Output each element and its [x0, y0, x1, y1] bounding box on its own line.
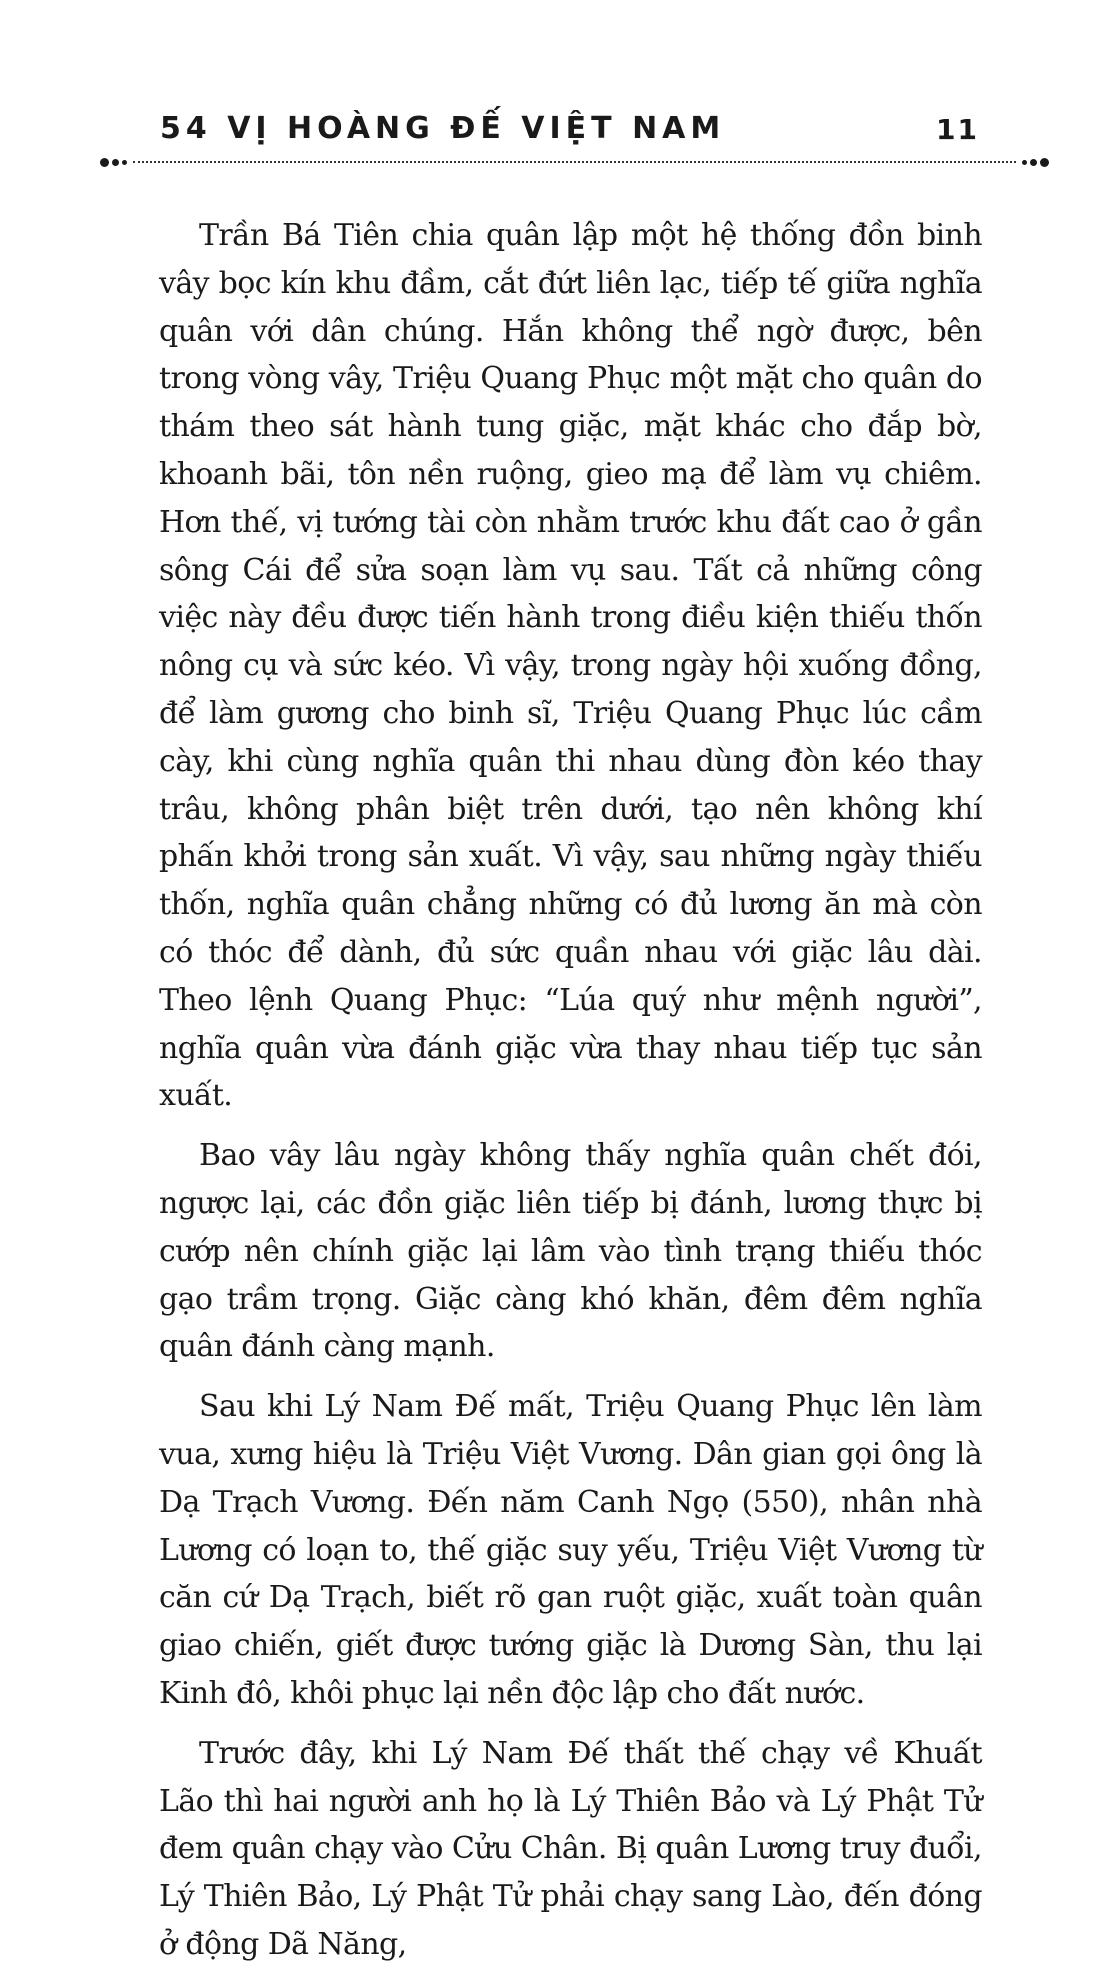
paragraph: Trước đây, khi Lý Nam Đế thất thế chạy về Khuất Lão thì hai người anh họ là Lý Thiên Bảo và Lý Phật Tử đem quân chạy vào Cửu Chân. Bị quân Lương truy đuổi, Lý Thiên Bảo, Lý Phật Tử phải chạy sang Lào, đến đóng ở động Dã Năng,: [159, 1735, 982, 1962]
paragraph: Trần Bá Tiên chia quân lập một hệ thống đồn binh vây bọc kín khu đầm, cắt đứt liên lạc, tiếp tế giữa nghĩa quân với dân chúng. Hắn không thể ngờ được, bên trong vòng vây, Triệu Quang Phục một mặt cho quân do thám theo sát hành tung giặc, mặt khác cho đắp bờ, khoanh bãi, tôn nền ruộng, gieo mạ để làm vụ chiêm. Hơn thế, vị tướng tài còn nhằm trước khu đất cao ở gần sông Cái để sửa soạn làm vụ sau. Tất cả những công việc này đều được tiến hành trong điều kiện thiếu thốn nông cụ và sức kéo. Vì vậy, trong ngày hội xuống đồng, để làm gương cho binh sĩ, Triệu Quang Phục lúc cầm cày, khi cùng nghĩa quân thi nhau dùng đòn kéo thay trâu, không phân biệt trên dưới, tạo nên không khí phấn khởi trong sản xuất. Vì vậy, sau những ngày thiếu thốn, nghĩa quân chẳng những có đủ lương ăn mà còn có thóc để dành, đủ sức quần nhau với giặc lâu dài. Theo lệnh Quang Phục: “Lúa quý như mệnh người”, nghĩa quân vừa đánh giặc vừa thay nhau tiếp tục sản xuất.: [159, 218, 982, 1114]
body-text: [159, 212, 982, 1981]
page-number: 11: [936, 113, 979, 146]
running-header: [160, 100, 979, 146]
rule-right-ornament: [1022, 158, 1049, 167]
paragraph: Sau khi Lý Nam Đế mất, Triệu Quang Phục lên làm vua, xưng hiệu là Triệu Việt Vương. Dân gian gọi ông là Dạ Trạch Vương. Đến năm Canh Ngọ (550), nhân nhà Lương có loạn to, thế giặc suy yếu, Triệu Việt Vương từ căn cứ Dạ Trạch, biết rõ gan ruột giặc, xuất toàn quân giao chiến, giết được tướng giặc là Dương Sàn, thu lại Kinh đô, khôi phục lại nền độc lập cho đất nước.: [159, 1389, 982, 1711]
rule-line: [133, 161, 1016, 163]
book-title: 54 VỊ HOÀNG ĐẾ VIỆT NAM: [160, 111, 726, 146]
paragraph: Bao vây lâu ngày không thấy nghĩa quân chết đói, ngược lại, các đồn giặc liên tiếp bị đánh, lương thực bị cướp nên chính giặc lại lâm vào tình trạng thiếu thóc gạo trầm trọng. Giặc càng khó khăn, đêm đêm nghĩa quân đánh càng mạnh.: [159, 1138, 982, 1365]
rule-left-ornament: [100, 158, 127, 167]
header-dotted-rule: [100, 156, 1049, 168]
